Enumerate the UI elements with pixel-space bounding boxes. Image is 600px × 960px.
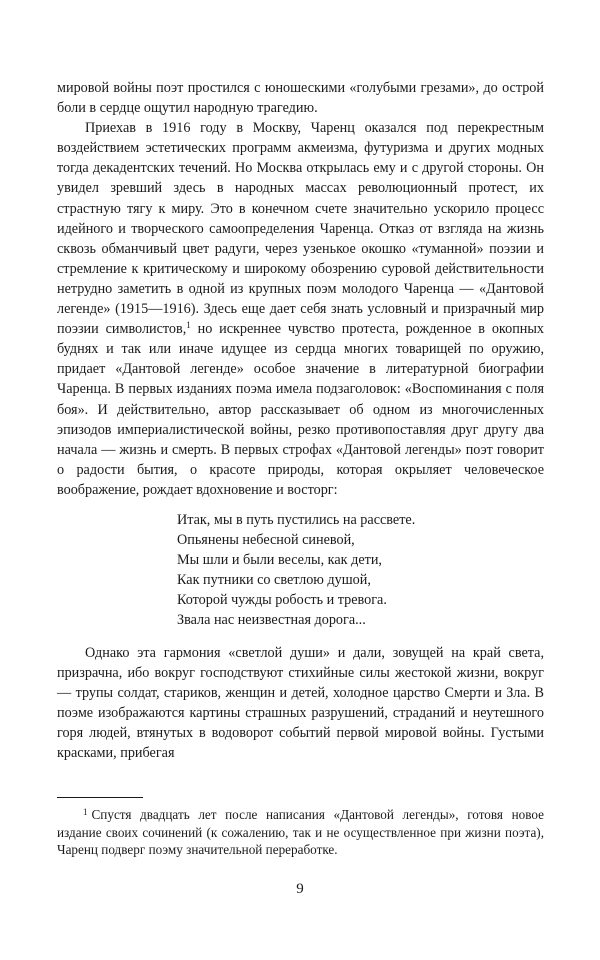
poem-line: Мы шли и были веселы, как дети, xyxy=(177,552,382,569)
footnote xyxy=(57,806,544,859)
page-number: 9 xyxy=(296,881,304,897)
footnote-mark: 1 xyxy=(83,807,88,818)
poem-quote xyxy=(177,510,544,631)
paragraph-text-part-2: но искреннее чувство протеста, рожденное в окопных буднях и так или иначе идущее из сердца многих товарищей по оружию, придает «Дантовой легенде» особое значение в литературной биографии Чаренца. В первых изданиях поэма имела подзаголовок: «Воспоминания с поля боя». И действительно, автор рассказывает об одном из многочисленных эпизодов империалистической войны, резко противопоставляя друг другу два начала — жизнь и смерть. В первых строфах «Дантовой легенды» поэт говорит о радости бытия, о красоте природы, которая окрыляет человеческое воображение, рождает вдохновение и восторг: xyxy=(57,321,545,498)
poem-line: Звала нас неизвестная дорога... xyxy=(177,612,366,629)
paragraph-harmony: Однако эта гармония «светлой души» и дали, зовущей на край света, призрачна, ибо вокруг господствуют стихийные силы жестокой жизни, вокруг — трупы солдат, стариков, женщин и детей, холодное царство Смерти и Зла. В поэме изображаются картины страшных разрушений, страданий и неутешного горя людей, втянутых в водоворот событий первой мировой войны. Густыми красками, прибегая xyxy=(57,644,544,761)
paragraph-continuation: мировой войны поэт простился с юношескими «голубыми грезами», до острой боли в сердце ощутил народную трагедию. xyxy=(57,80,544,117)
paragraph-charents-moscow xyxy=(57,118,544,500)
paragraph-text-part-1: Приехав в 1916 году в Москву, Чаренц оказался под перекрестным воздействием эстетических программ акмеизма, футуризма и других модных тогда декадентских течений. Но Москва открылась ему и с другой стороны. Он увидел зревший здесь в народных массах революционный протест, их страстную тягу к миру. Это в конечном счете значительно ускорило процесс идейного и творческого самоопределения Чаренца. Отказ от взгляда на жизнь сквозь обманчивый цвет радуги, через узенькое окошко «туманной» поэзии и стремление к критическому и широкому обозрению суровой действительности нетрудно заметить в одной из крупных поэм молодого Чаренца — «Дантовой легенде» (1915—1916). Здесь еще дает себя знать условный и призрачный мир поэзии символистов, xyxy=(57,120,544,338)
poem-line: Опьянены небесной синевой, xyxy=(177,532,355,549)
poem-line: Которой чужды робость и тревога. xyxy=(177,592,387,609)
footnote-separator xyxy=(57,797,143,798)
poem-line: Итак, мы в путь пустились на рассвете. xyxy=(177,511,416,528)
footnote-reference: 1 xyxy=(186,320,191,331)
poem-line: Как путники со светлою душой, xyxy=(177,572,371,589)
footnote-text: Спустя двадцать лет после написания «Дантовой легенды», готовя новое издание своих сочинений (к сожалению, так и не осуществленное при жизни поэта), Чаренц подверг поэму значительной переработке. xyxy=(57,807,544,858)
